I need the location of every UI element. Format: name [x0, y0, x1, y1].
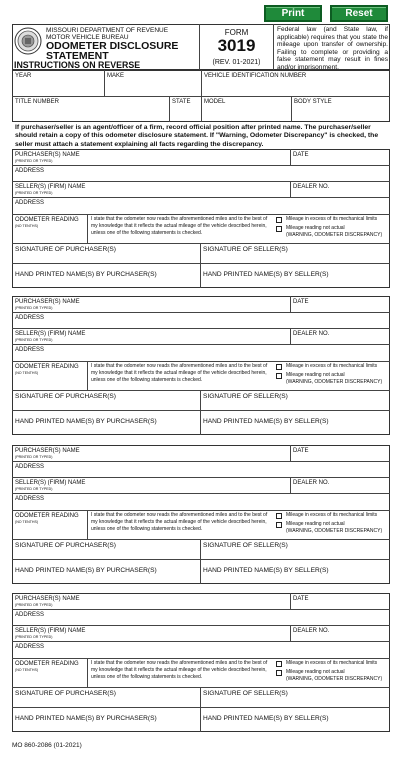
- dealer-number-field[interactable]: DEALER NO.: [293, 184, 330, 190]
- federal-notice: Federal law (and State law, if applicable) requires that you state the mileage upon transfer of ownership. Failing to complete or providing a false statement may result in fines and/or imprisonment.: [277, 26, 388, 71]
- seller-address-field[interactable]: ADDRESS: [15, 644, 45, 650]
- date-field[interactable]: DATE: [293, 448, 309, 454]
- seller-printed-name-field[interactable]: HAND PRINTED NAME(S) BY SELLER(S): [203, 271, 329, 278]
- printed-or-typed-note: (PRINTED OR TYPED): [15, 338, 53, 342]
- mileage-exceeds-limits-label: Mileage in excess of its mechanical limits: [286, 660, 378, 666]
- printed-or-typed-note: (PRINTED OR TYPED): [15, 191, 53, 195]
- seller-address-field[interactable]: ADDRESS: [15, 496, 45, 502]
- form-title-line2: STATEMENT: [46, 50, 109, 62]
- title-number-field[interactable]: TITLE NUMBER: [15, 99, 60, 105]
- reset-button[interactable]: Reset: [330, 5, 388, 22]
- missouri-seal-icon: [14, 27, 42, 55]
- purchaser-signature-field[interactable]: SIGNATURE OF PURCHASER(S): [15, 542, 116, 549]
- vin-field[interactable]: VEHICLE IDENTIFICATION NUMBER: [204, 73, 307, 79]
- form-revision: (REV. 01-2021): [212, 59, 261, 66]
- purchaser-name-field[interactable]: PURCHASER(S) NAME: [15, 152, 80, 158]
- seller-name-field[interactable]: SELLER(S) (FIRM) NAME: [15, 184, 86, 190]
- mileage-exceeds-limits-checkbox[interactable]: [276, 513, 282, 519]
- print-button[interactable]: Print: [264, 5, 322, 22]
- no-tenths-note: (NO TENTHS): [15, 371, 39, 375]
- state-field[interactable]: STATE: [172, 99, 191, 105]
- mileage-not-actual-checkbox[interactable]: [276, 522, 282, 528]
- mileage-not-actual-label: Mileage reading not actual: [286, 521, 345, 527]
- purchaser-printed-name-field[interactable]: HAND PRINTED NAME(S) BY PURCHASER(S): [15, 715, 157, 722]
- odometer-discrepancy-warning: (WARNING, ODOMETER DISCREPANCY): [286, 379, 383, 385]
- odometer-reading-field[interactable]: ODOMETER READING: [15, 661, 79, 667]
- date-field[interactable]: DATE: [293, 596, 309, 602]
- instructions-heading: INSTRUCTIONS ON REVERSE: [14, 60, 141, 70]
- model-field[interactable]: MODEL: [204, 99, 226, 105]
- mileage-exceeds-limits-label: Mileage in excess of its mechanical limits: [286, 512, 378, 518]
- purchaser-name-field[interactable]: PURCHASER(S) NAME: [15, 448, 80, 454]
- mileage-exceeds-limits-label: Mileage in excess of its mechanical limits: [286, 363, 378, 369]
- odometer-discrepancy-warning: (WARNING, ODOMETER DISCREPANCY): [286, 528, 383, 534]
- printed-or-typed-note: (PRINTED OR TYPED): [15, 159, 53, 163]
- seller-printed-name-field[interactable]: HAND PRINTED NAME(S) BY SELLER(S): [203, 715, 329, 722]
- mileage-exceeds-limits-label: Mileage in excess of its mechanical limits: [286, 216, 378, 222]
- form-footer-code: MO 860-2086 (01-2021): [12, 742, 82, 749]
- purchaser-address-field[interactable]: ADDRESS: [15, 612, 45, 618]
- form-label: FORM: [224, 28, 249, 37]
- purchaser-printed-name-field[interactable]: HAND PRINTED NAME(S) BY PURCHASER(S): [15, 418, 157, 425]
- dealer-number-field[interactable]: DEALER NO.: [293, 628, 330, 634]
- seller-name-field[interactable]: SELLER(S) (FIRM) NAME: [15, 628, 86, 634]
- seller-signature-field[interactable]: SIGNATURE OF SELLER(S): [203, 393, 288, 400]
- mileage-not-actual-checkbox[interactable]: [276, 670, 282, 676]
- odometer-statement: I state that the odometer now reads the aforementioned miles and to the best of my knowledge that it reflects the actual mileage of the vehicle described herein, unless one of the following statements is checked.: [91, 216, 268, 236]
- purchaser-address-field[interactable]: ADDRESS: [15, 315, 45, 321]
- form-title-line1: ODOMETER DISCLOSURE: [46, 40, 179, 52]
- seller-signature-field[interactable]: SIGNATURE OF SELLER(S): [203, 690, 288, 697]
- mileage-not-actual-label: Mileage reading not actual: [286, 372, 345, 378]
- seller-address-field[interactable]: ADDRESS: [15, 200, 45, 206]
- mileage-exceeds-limits-checkbox[interactable]: [276, 364, 282, 370]
- purchaser-printed-name-field[interactable]: HAND PRINTED NAME(S) BY PURCHASER(S): [15, 567, 157, 574]
- agency-line2: MOTOR VEHICLE BUREAU: [46, 34, 129, 41]
- purchaser-name-field[interactable]: PURCHASER(S) NAME: [15, 596, 80, 602]
- odometer-reading-field[interactable]: ODOMETER READING: [15, 364, 79, 370]
- mileage-not-actual-checkbox[interactable]: [276, 226, 282, 232]
- date-field[interactable]: DATE: [293, 152, 309, 158]
- seller-printed-name-field[interactable]: HAND PRINTED NAME(S) BY SELLER(S): [203, 567, 329, 574]
- seller-signature-field[interactable]: SIGNATURE OF SELLER(S): [203, 246, 288, 253]
- purchaser-signature-field[interactable]: SIGNATURE OF PURCHASER(S): [15, 393, 116, 400]
- mileage-exceeds-limits-checkbox[interactable]: [276, 661, 282, 667]
- no-tenths-note: (NO TENTHS): [15, 224, 39, 228]
- printed-or-typed-note: (PRINTED OR TYPED): [15, 487, 53, 491]
- seller-name-field[interactable]: SELLER(S) (FIRM) NAME: [15, 331, 86, 337]
- date-field[interactable]: DATE: [293, 299, 309, 305]
- seller-address-field[interactable]: ADDRESS: [15, 347, 45, 353]
- purchaser-signature-field[interactable]: SIGNATURE OF PURCHASER(S): [15, 246, 116, 253]
- year-field[interactable]: YEAR: [15, 73, 32, 79]
- no-tenths-note: (NO TENTHS): [15, 668, 39, 672]
- printed-or-typed-note: (PRINTED OR TYPED): [15, 635, 53, 639]
- odometer-statement: I state that the odometer now reads the aforementioned miles and to the best of my knowledge that it reflects the actual mileage of the vehicle described herein, unless one of the following statements is checked.: [91, 363, 268, 383]
- odometer-discrepancy-warning: (WARNING, ODOMETER DISCREPANCY): [286, 676, 383, 682]
- purchaser-printed-name-field[interactable]: HAND PRINTED NAME(S) BY PURCHASER(S): [15, 271, 157, 278]
- dealer-number-field[interactable]: DEALER NO.: [293, 480, 330, 486]
- odometer-discrepancy-warning: (WARNING, ODOMETER DISCREPANCY): [286, 232, 383, 238]
- purchaser-address-field[interactable]: ADDRESS: [15, 168, 45, 174]
- purchaser-address-field[interactable]: ADDRESS: [15, 464, 45, 470]
- odometer-reading-field[interactable]: ODOMETER READING: [15, 217, 79, 223]
- printed-or-typed-note: (PRINTED OR TYPED): [15, 603, 53, 607]
- make-field[interactable]: MAKE: [107, 73, 125, 79]
- seller-name-field[interactable]: SELLER(S) (FIRM) NAME: [15, 480, 86, 486]
- dealer-number-field[interactable]: DEALER NO.: [293, 331, 330, 337]
- printed-or-typed-note: (PRINTED OR TYPED): [15, 455, 53, 459]
- purchaser-name-field[interactable]: PURCHASER(S) NAME: [15, 299, 80, 305]
- form-number: 3019: [217, 36, 256, 55]
- odometer-reading-field[interactable]: ODOMETER READING: [15, 513, 79, 519]
- mileage-not-actual-label: Mileage reading not actual: [286, 225, 345, 231]
- no-tenths-note: (NO TENTHS): [15, 520, 39, 524]
- body-style-field[interactable]: BODY STYLE: [294, 99, 332, 105]
- mileage-not-actual-checkbox[interactable]: [276, 373, 282, 379]
- agency-line1: MISSOURI DEPARTMENT OF REVENUE: [46, 27, 169, 34]
- seller-printed-name-field[interactable]: HAND PRINTED NAME(S) BY SELLER(S): [203, 418, 329, 425]
- agent-notice: If purchaser/seller is an agent/officer of a firm, record official position after printed name. The purchaser/seller should retain a copy of this odometer disclosure statement. If "Warning, Odometer Discrepancy" is checked, the seller must attach a statement explaining all facts regarding the discrepancy.: [15, 124, 379, 148]
- odometer-statement: I state that the odometer now reads the aforementioned miles and to the best of my knowledge that it reflects the actual mileage of the vehicle described herein, unless one of the following statements is checked.: [91, 660, 268, 680]
- printed-or-typed-note: (PRINTED OR TYPED): [15, 306, 53, 310]
- purchaser-signature-field[interactable]: SIGNATURE OF PURCHASER(S): [15, 690, 116, 697]
- mileage-not-actual-label: Mileage reading not actual: [286, 669, 345, 675]
- odometer-statement: I state that the odometer now reads the aforementioned miles and to the best of my knowledge that it reflects the actual mileage of the vehicle described herein, unless one of the following statements is checked.: [91, 512, 268, 532]
- seller-signature-field[interactable]: SIGNATURE OF SELLER(S): [203, 542, 288, 549]
- mileage-exceeds-limits-checkbox[interactable]: [276, 217, 282, 223]
